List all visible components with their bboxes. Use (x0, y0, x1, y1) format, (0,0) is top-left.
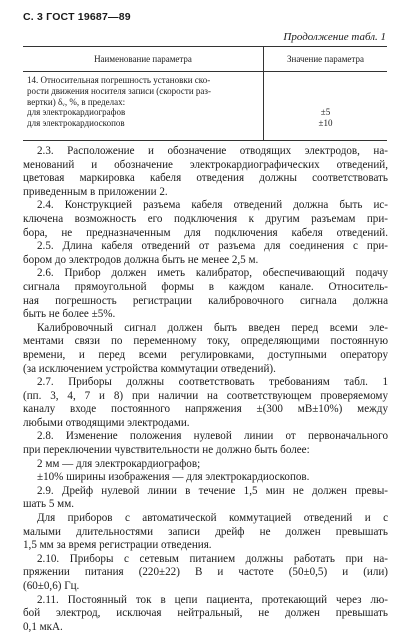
text-line: 2.10. Приборы с сетевым питанием должны работать при на- (37, 552, 388, 565)
text-line: бором до электродов должна быть не менее 2,5 м. (23, 253, 259, 266)
text-line: 2.9. Дрейф нулевой линии в течение 1,5 мин не должен превы- (37, 484, 388, 497)
text-line: 2.5. Длина кабеля отведений от разъема для соединения с при- (37, 240, 388, 253)
text-line: при переключении чувствительности не должно быть более: (23, 444, 310, 457)
text-line: любыми отводящими электродами. (23, 416, 190, 429)
text-line: бой электрод, исключая нейтральный, не должен превышать (23, 607, 388, 620)
text-line: пряжении питания (220±22) В и частоте (50±0,5) и (или) (23, 566, 388, 579)
text-line: ключена возможность его подключения к другим разъемам при- (23, 212, 388, 225)
row-line: вертки) δᵥ, %, в пределах: (27, 96, 126, 107)
document-body (23, 145, 388, 634)
text-line: времени, и перед всеми регулировками, доступными оператору (23, 348, 388, 361)
text-line: (за исключением устройства коммутации отведений). (23, 362, 276, 375)
text-line: 0,1 мкА. (23, 620, 63, 633)
text-line: приведенным в приложении 2. (23, 185, 168, 198)
text-line: 2.6. Прибор должен иметь калибратор, обеспечивающий подачу (37, 267, 388, 280)
row-line: 14. Относительная погрешность установки ско- (27, 75, 211, 85)
text-line: 2.3. Расположение и обозначение отводящих электродов, на- (37, 145, 388, 157)
text-line: 2.7. Приборы должны соответствовать требованиям табл. 1 (37, 376, 388, 389)
text-line: ная погрешность регистрации калибровочного сигнала должна (23, 294, 388, 307)
table-row-parameter (27, 75, 259, 129)
row-line: рости движения носителя записи (скорости раз- (27, 85, 211, 96)
page-header: С. 3 ГОСТ 19687—89 (23, 11, 131, 23)
row-line: для электрокардиоскопов (27, 118, 125, 129)
text-line: быть не более ±5%. (23, 308, 116, 321)
text-line: каналу входе постоянного напряжения ±(300 мВ±10%) между (23, 403, 388, 416)
text-line: бора, не предназначенным для подключения кабеля отведений. (23, 226, 388, 239)
table-header-value: Значение параметра (287, 54, 364, 64)
text-line: Калибровочный сигнал должен быть введен перед всеми эле- (37, 321, 388, 334)
text-line: (60±0,6) Гц. (23, 580, 80, 592)
text-line: менований и обозначение электрокардиографических отведений, (23, 158, 388, 171)
text-line: (пп. 3, 4, 7 и 8) при наличии на соответствующем проверяемому (23, 389, 388, 402)
table-header-divider (23, 71, 387, 72)
table-value-cardiograph: ±5 (320, 107, 331, 118)
text-line: малыми длительностями записи дрейф не должен превышать (23, 525, 388, 538)
text-line: сигнала прямоугольной формы в каждом канале. Относитель- (23, 280, 388, 293)
text-line: 2.8. Изменение положения нулевой линии от первоначального (37, 430, 388, 443)
text-line: 1,5 мм за время регистрации отведения. (23, 539, 212, 552)
table-continuation-label: Продолжение табл. 1 (283, 31, 386, 43)
table-value-cardioscope: ±10 (318, 118, 333, 129)
text-line: 2.4. Конструкцией разъема кабеля отведений должна быть ис- (37, 199, 388, 212)
text-line: шать 5 мм. (23, 498, 74, 511)
text-line: ментами связи по переменному току, определяющими постоянную (23, 335, 388, 348)
text-line: 2 мм — для электрокардиографов; (37, 457, 201, 470)
parameter-table (23, 46, 387, 141)
row-line: для электрокардиографов (27, 107, 126, 118)
text-line: 2.11. Постоянный ток в цепи пациента, протекающий через лю- (37, 593, 388, 606)
text-line: Для приборов с автоматической коммутацией отведений и с (37, 512, 388, 525)
text-line: ±10% ширины изображения — для электрокардиоскопов. (37, 471, 310, 484)
text-line: цветовая маркировка кабеля отведения должны соответствовать (23, 172, 388, 185)
table-header-parameter: Наименование параметра (94, 54, 192, 64)
